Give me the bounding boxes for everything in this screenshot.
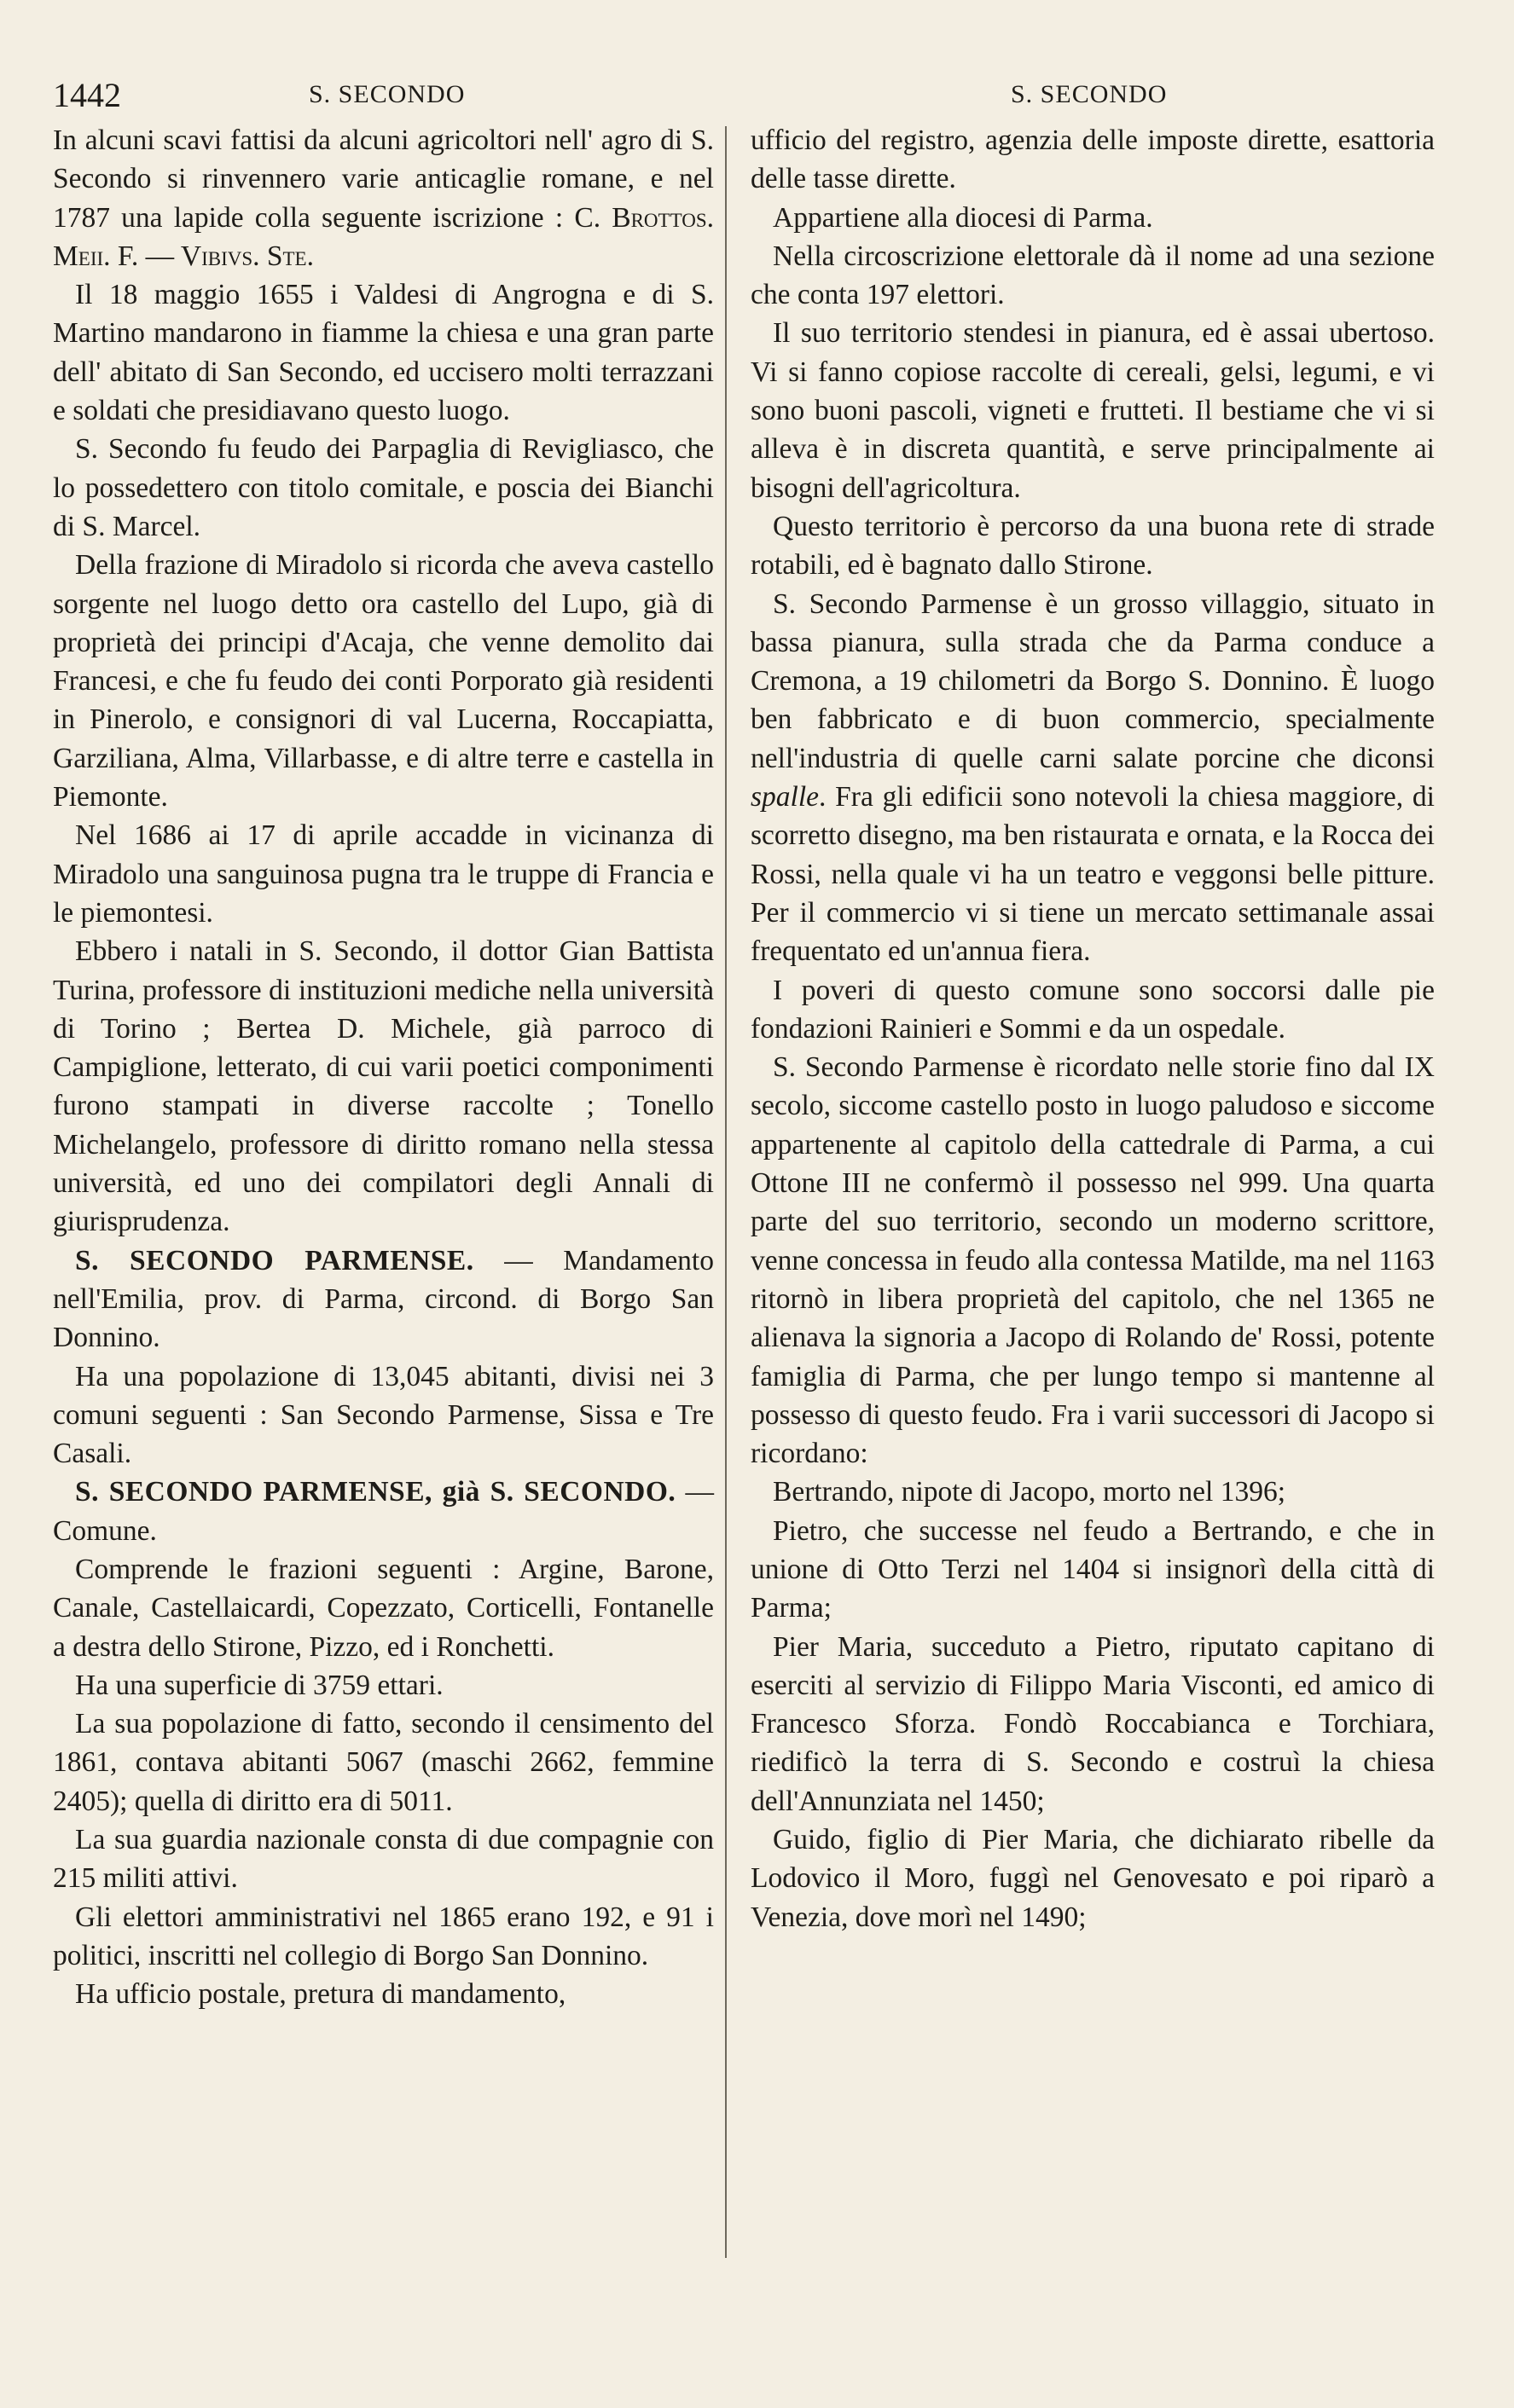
entry-paragraph: S. SECONDO PARMENSE. — Mandamento nell'Emilia, prov. di Parma, circond. di Borgo San Donnino. <box>53 1244 714 1354</box>
paragraph: Guido, figlio di Pier Maria, che dichiarato ribelle da Lodovico il Moro, fuggì nel Genovesato e poi riparò a Venezia, dove morì nel 1490; <box>751 1824 1435 1933</box>
paragraph: In alcuni scavi fattisi da alcuni agricoltori nell' agro di S. Secondo si rinvennero varie anticaglie romane, e nel 1787 una lapide colla seguente iscrizione : C. Brottos. Meii. F. — Vibivs. Ste. <box>53 124 714 272</box>
entry-paragraph: S. SECONDO PARMENSE, già S. SECONDO. — Comune. <box>53 1476 714 1547</box>
entry-heading: S. SECONDO PARMENSE. <box>75 1244 474 1276</box>
paragraph: Ha una popolazione di 13,045 abitanti, divisi nei 3 comuni seguenti : San Secondo Parmense, Sissa e Tre Casali. <box>53 1360 714 1470</box>
right-column <box>751 121 1435 1936</box>
paragraph: Questo territorio è percorso da una buona rete di strade rotabili, ed è bagnato dallo Stirone. <box>751 510 1435 582</box>
entry-heading: S. SECONDO PARMENSE, già S. SECONDO. <box>75 1476 676 1508</box>
paragraph: Il suo territorio stendesi in pianura, ed è assai ubertoso. Vi si fanno copiose raccolte di cereali, gelsi, legumi, e vi sono buoni pascoli, vigneti e frutteti. Il bestiame che vi si alleva è in discreta quantità, e serve principalmente ai bisogni dell'agricoltura. <box>751 317 1435 504</box>
paragraph: ufficio del registro, agenzia delle imposte dirette, esattoria delle tasse dirette. <box>751 124 1435 195</box>
running-head-left: S. SECONDO <box>309 80 466 108</box>
left-column <box>53 121 714 2014</box>
running-head-right: S. SECONDO <box>1011 80 1168 108</box>
paragraph: S. Secondo fu feudo dei Parpaglia di Revigliasco, che lo possedettero con titolo comitale, e poscia dei Bianchi di S. Marcel. <box>53 433 714 542</box>
paragraph: Nel 1686 ai 17 di aprile accadde in vicinanza di Miradolo una sanguinosa pugna tra le truppe di Francia e le piemontesi. <box>53 819 714 929</box>
paragraph: Ha ufficio postale, pretura di mandamento, <box>75 1978 566 2011</box>
paragraph: Ebbero i natali in S. Secondo, il dottor Gian Battista Turina, professore di instituzioni mediche nella università di Torino ; Bertea D. Michele, già parroco di Campiglione, letterato, di cui varii poetici componimenti furono stampati in diverse raccolte ; Tonello Michelangelo, professore di diritto romano nella stessa università, ed uno dei compilatori degli Annali di giurisprudenza. <box>53 935 714 1238</box>
paragraph: Bertrando, nipote di Jacopo, morto nel 1396; <box>773 1476 1286 1508</box>
paragraph: La sua popolazione di fatto, secondo il censimento del 1861, contava abitanti 5067 (maschi 2662, femmine 2405); quella di diritto era di 5011. <box>53 1708 714 1817</box>
paragraph: Comprende le frazioni seguenti : Argine, Barone, Canale, Castellaicardi, Copezzato, Corticelli, Fontanelle a destra dello Stirone, Pizzo, ed i Ronchetti. <box>53 1553 714 1663</box>
italic-term: spalle <box>751 781 820 813</box>
paragraph: Della frazione di Miradolo si ricorda che aveva castello sorgente nel luogo detto ora castello del Lupo, già di proprietà dei principi d'Acaja, che venne demolito dai Francesi, e che fu feudo dei conti Porporato già residenti in Pinerolo, e consignori di val Lucerna, Roccapiatta, Garziliana, Alma, Villarbasse, e di altre terre e castella in Piemonte. <box>53 549 714 813</box>
paragraph: Pier Maria, succeduto a Pietro, riputato capitano di eserciti al servizio di Filippo Maria Visconti, ed amico di Francesco Sforza. Fondò Roccabianca e Torchiara, riedificò la terra di S. Secondo e costruì la chiesa dell'Annunziata nel 1450; <box>751 1630 1435 1817</box>
page-header <box>53 75 1443 123</box>
paragraph: S. Secondo Parmense è ricordato nelle storie fino dal IX secolo, siccome castello posto in luogo paludoso e siccome appartenente al capitolo della cattedrale di Parma, a cui Ottone III ne confermò il possesso nel 999. Una quarta parte del suo territorio, secondo un moderno scrittore, venne concessa in feudo alla contessa Matilde, ma nel 1163 ritornò in libera proprietà del capitolo, che nel 1365 ne alienava la signoria a Jacopo di Rolando de' Rossi, potente famiglia di Parma, che per lungo tempo si mantenne al possesso di questo feudo. Fra i varii successori di Jacopo si ricordano: <box>751 1051 1435 1470</box>
paragraph: I poveri di questo comune sono soccorsi dalle pie fondazioni Rainieri e Sommi e da un ospedale. <box>751 974 1435 1045</box>
paragraph: Nella circoscrizione elettorale dà il nome ad una sezione che conta 197 elettori. <box>751 240 1435 311</box>
paragraph: Il 18 maggio 1655 i Valdesi di Angrogna e di S. Martino mandarono in fiamme la chiesa e una gran parte dell' abitato di San Secondo, ed uccisero molti terrazzani e soldati che presidiavano questo luogo. <box>53 279 714 427</box>
paragraph: Gli elettori amministrativi nel 1865 erano 192, e 91 i politici, inscritti nel collegio di Borgo San Donnino. <box>53 1901 714 1971</box>
paragraph: La sua guardia nazionale consta di due compagnie con 215 militi attivi. <box>53 1824 714 1895</box>
paragraph: Pietro, che successe nel feudo a Bertrando, e che in unione di Otto Terzi nel 1404 si insignorì della città di Parma; <box>751 1514 1435 1624</box>
paragraph: S. Secondo Parmense è un grosso villaggio, situato in bassa pianura, sulla strada che da Parma conduce a Cremona, a 19 chilometri da Borgo S. Donnino. È luogo ben fabbricato e di buon commercio, specialmente nell'industria di quelle carni salate porcine che diconsi spalle. Fra gli edificii sono notevoli la chiesa maggiore, di scorretto disegno, ma ben ristaurata e ornata, e la Rocca dei Rossi, nella quale vi ha un teatro e veggonsi belle pitture. Per il commercio vi si tiene un mercato settimanale assai frequentato ed un'annua fiera. <box>751 588 1435 968</box>
column-divider <box>725 126 727 2258</box>
paragraph: Ha una superficie di 3759 ettari. <box>75 1669 444 1701</box>
inscription-text: C. Brottos. Meii. F. — Vibivs. Ste. <box>53 201 714 272</box>
page-number: 1442 <box>53 76 121 114</box>
paragraph: Appartiene alla diocesi di Parma. <box>773 201 1153 234</box>
